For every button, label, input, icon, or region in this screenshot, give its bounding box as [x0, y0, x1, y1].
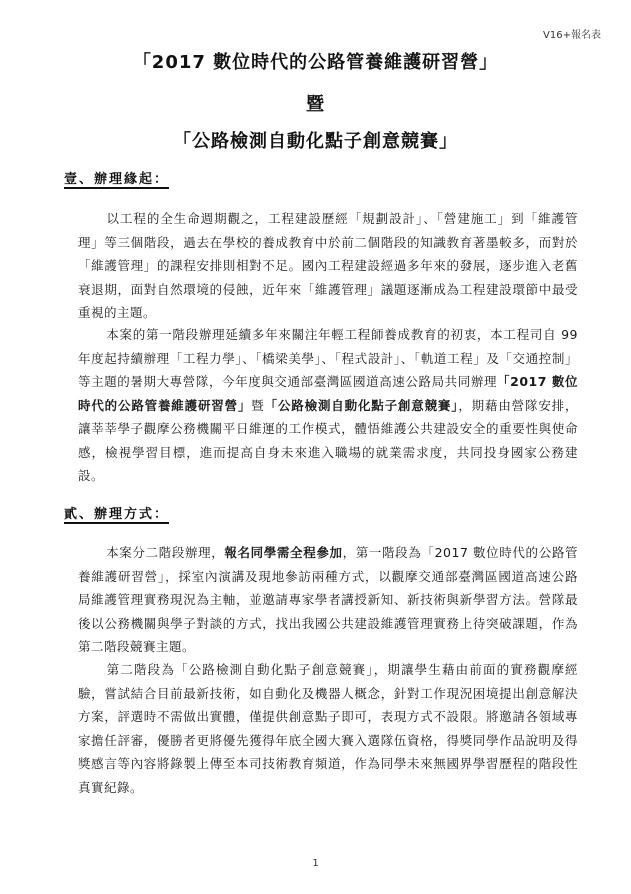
competition-name-bold: 「公路檢測自動化點子創意競賽」 [264, 397, 459, 413]
paragraph-origin-2 [78, 323, 578, 488]
title-connector: 暨 [306, 94, 325, 115]
section-heading-origin: 壹、辦理緣起： [64, 172, 170, 187]
paragraph-text: 本案分二階段辦理， [106, 545, 225, 560]
paragraph-text: 第二階段為「公路檢測自動化點子創意競賽」，期讓學生藉由前面的實務觀摩經驗，嘗試結合目前最新技術，如自動化及機器人概念，針對工作現況困境提出創意解決方案，評選時不需做出實體，僅提供創意點子即可，表現方式不設限。將邀請各領域專家擔任評審，優勝者更將優先獲得年底全國大賽入選隊伍資格，得獎同學作品說明及得獎感言等內容將錄製上傳至本司技術教育頻道，作為同學未來無國界學習歷程的階段性真實紀錄。 [78, 662, 578, 795]
page-number: 1 [312, 858, 319, 869]
attendance-requirement-bold: 報名同學需全程參加 [224, 545, 343, 560]
paragraph-text: 以工程的全生命週期觀之，工程建設歷經「規劃設計」、「營建施工」到「維護管理」等三個階段，過去在學校的養成教育中於前二個階段的知識教育著墨較多，而對於「維護管理」的課程安排則相對不足。國內工程建設經過多年來的發展，逐步進入老舊衰退期，面對自然環境的侵蝕，近年來「維護管理」議題逐漸成為工程建設環節中最受重視的主題。 [78, 211, 578, 320]
paragraph-text: 暨 [251, 397, 265, 413]
paragraph-method-2 [78, 658, 578, 799]
paragraph-text: 本案的第一階段辦理延續多年來關注年輕工程師養成教育的初衷，本工程司自 99 年度起持續辦理「工程力學」、「橋梁美學」、「程式設計」、「軌道工程」及「交通控制」等主題的暑期大專營隊，今年度與交通部臺灣區國道高速公路局共同辦理 [78, 327, 578, 389]
paragraph-text: ，第一階段為「2017 數位時代的公路管養維護研習營」，採室內演講及現地參訪兩種方式，以觀摩交通部臺灣區國道高速公路局維護管理實務現況為主軸，並邀請專家學者講授新知、新技術與新學習方法。營隊最後以公務機關與學子對談的方式，找出我國公共建設維護管理實務上待突破課題，作為第二階段競賽主題。 [78, 545, 578, 654]
document-code: V16+報名表 [543, 30, 601, 41]
paragraph-origin-1 [78, 207, 578, 325]
paragraph-method-1 [78, 541, 578, 659]
paragraph-text: ，期藉由營隊安排，讓莘莘學子觀摩公務機關平日維運的工作模式，體悟維護公共建設安全的重要性與使命感，檢視學習目標，進而提高自身未來進入職場的就業需求度，共同投身國家公務建設。 [78, 397, 578, 483]
sub-title: 「公路檢測自動化點子創意競賽」 [173, 131, 458, 152]
main-title: 「2017 數位時代的公路管養維護研習營」 [132, 52, 499, 73]
section-heading-method: 貳、辦理方式： [64, 507, 170, 522]
event-name-bold: 「2017 數位時代的公路管養維護研習營」 [78, 374, 578, 413]
